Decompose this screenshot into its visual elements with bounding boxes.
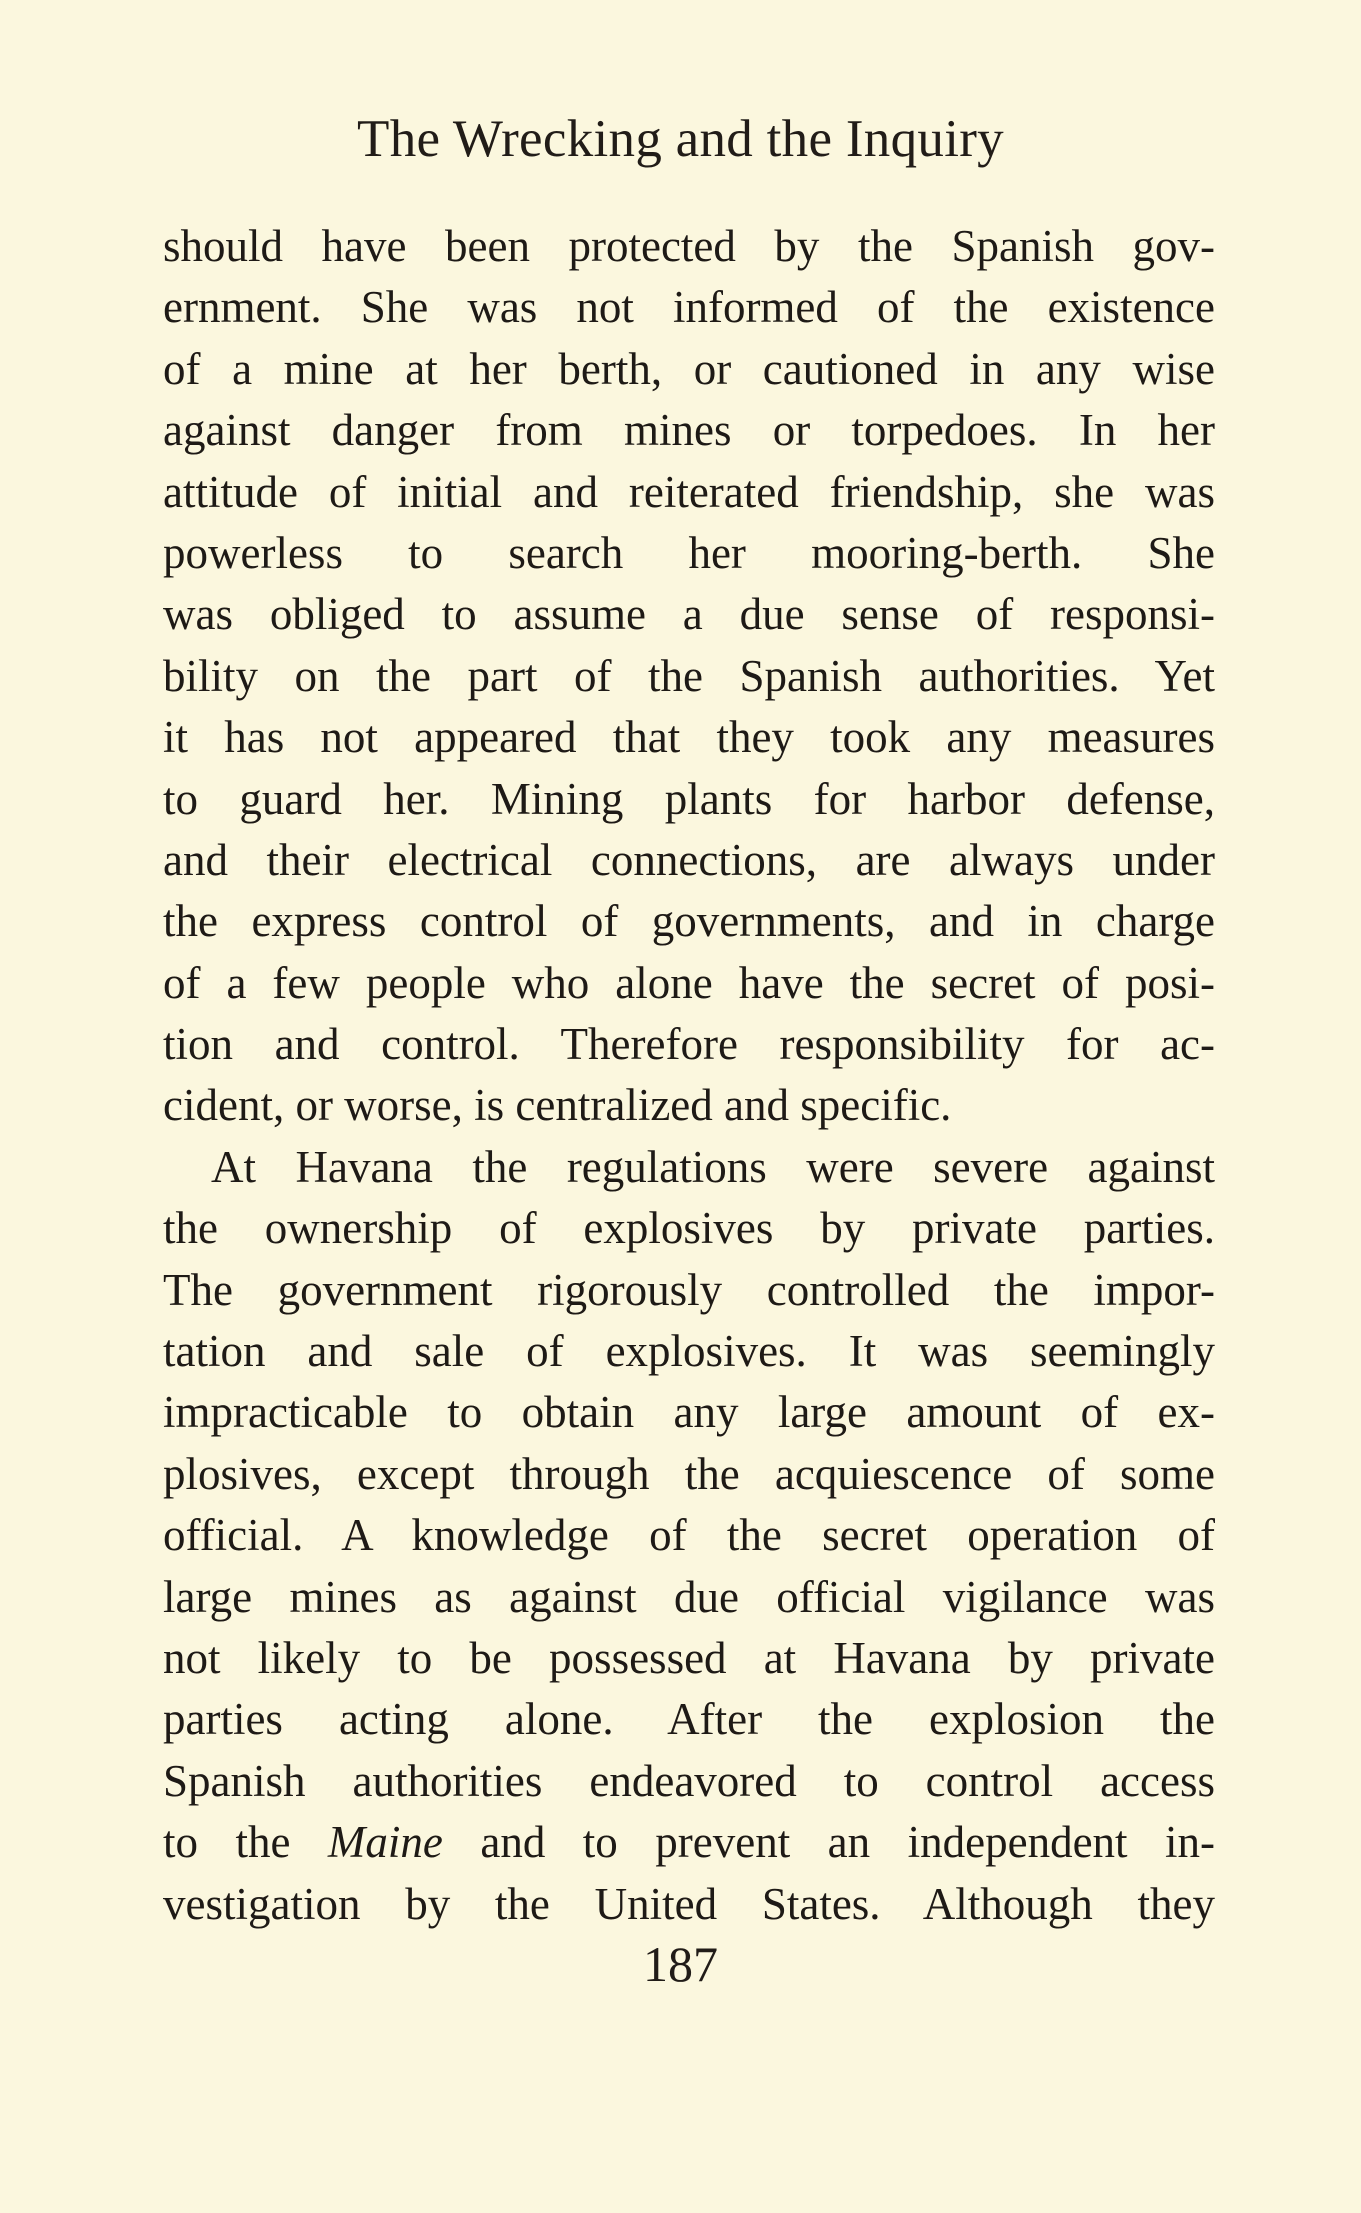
ship-name-italic: Maine xyxy=(327,1817,443,1868)
page-number: 187 xyxy=(643,1936,718,1992)
text-line: ernment. She was not informed of the existence xyxy=(163,282,1215,333)
text-line: was obliged to assume a due sense of responsi- xyxy=(163,589,1215,640)
text-line-with-italic xyxy=(163,1812,1215,1873)
text-line: powerless to search her mooring-berth. She xyxy=(163,527,1215,578)
text-line: The government rigorously controlled the impor- xyxy=(163,1264,1215,1315)
text-line: impracticable to obtain any large amount of ex- xyxy=(163,1387,1215,1438)
line-segment: to the xyxy=(163,1817,328,1868)
text-line: cident, or worse, is centralized and specific. xyxy=(163,1080,952,1131)
text-line: not likely to be possessed at Havana by private xyxy=(163,1632,1215,1683)
text-line: vestigation by the United States. Although they xyxy=(163,1878,1215,1929)
text-line: tion and control. Therefore responsibility for ac- xyxy=(163,1019,1215,1070)
text-line: to guard her. Mining plants for harbor defense, xyxy=(163,773,1215,824)
text-line: tation and sale of explosives. It was seemingly xyxy=(163,1326,1215,1377)
text-line: bility on the part of the Spanish authorities. Yet xyxy=(163,650,1215,701)
paragraph-first-line: At Havana the regulations were severe against xyxy=(211,1141,1215,1192)
text-line: plosives, except through the acquiescence of some xyxy=(163,1448,1215,1499)
text-line: it has not appeared that they took any measures xyxy=(163,712,1215,763)
running-head: The Wrecking and the Inquiry xyxy=(357,110,1004,168)
text-line: against danger from mines or torpedoes. In her xyxy=(163,405,1215,456)
text-line: Spanish authorities endeavored to control access xyxy=(163,1755,1215,1806)
text-line: the express control of governments, and in charge xyxy=(163,896,1215,947)
text-line: attitude of initial and reiterated friendship, she was xyxy=(163,466,1215,517)
text-line: of a mine at her berth, or cautioned in any wise xyxy=(163,343,1215,394)
text-line: the ownership of explosives by private parties. xyxy=(163,1203,1215,1254)
body-text xyxy=(163,216,1215,1935)
text-line: of a few people who alone have the secret of posi- xyxy=(163,957,1215,1008)
text-line: large mines as against due official vigilance was xyxy=(163,1571,1215,1622)
text-line: should have been protected by the Spanish gov- xyxy=(163,221,1215,271)
text-line: and their electrical connections, are always under xyxy=(163,834,1215,885)
line-segment: and to prevent an independent in- xyxy=(442,1817,1215,1868)
text-line: parties acting alone. After the explosion the xyxy=(163,1694,1215,1745)
text-line: official. A knowledge of the secret operation of xyxy=(163,1510,1215,1561)
